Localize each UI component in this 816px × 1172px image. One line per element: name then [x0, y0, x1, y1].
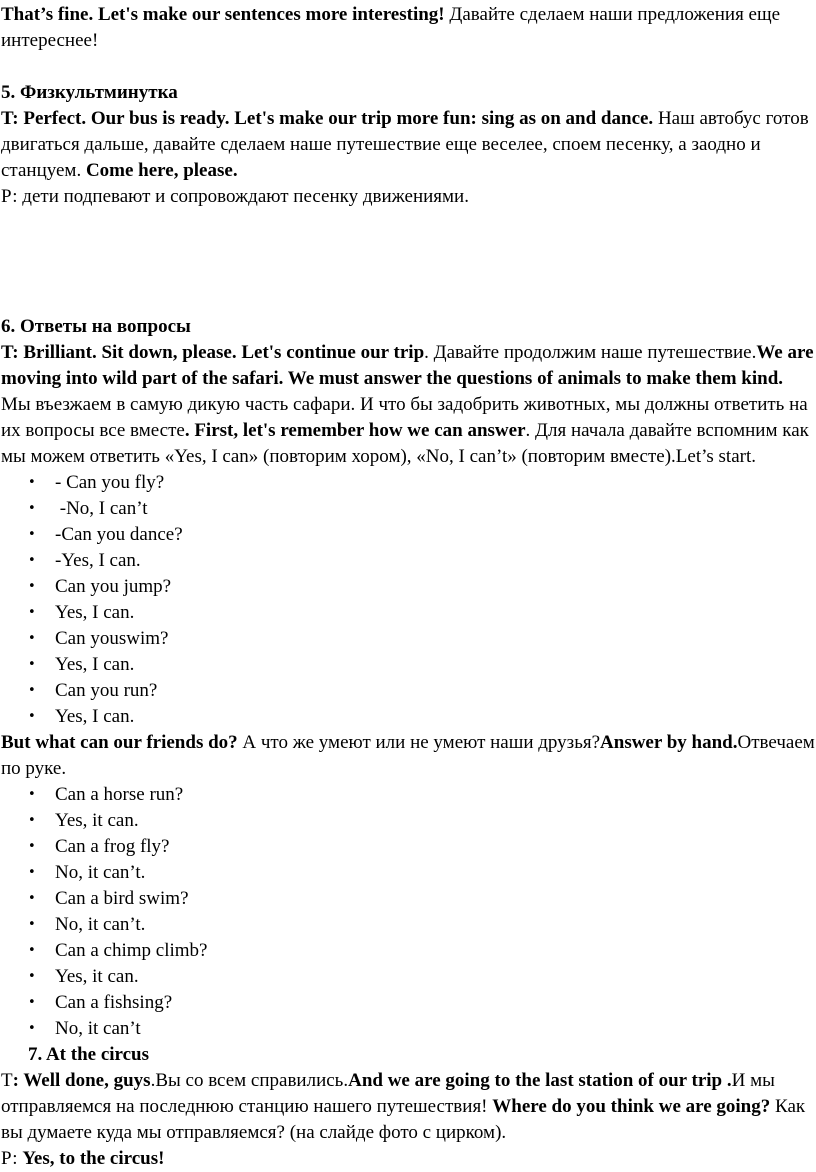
bullet-icon: • — [28, 813, 36, 828]
list-item-text: Can you jump? — [55, 576, 172, 597]
intro-russian: Давайте сделаем наши предложения еще интереснее! — [1, 4, 781, 51]
list-item — [1, 626, 816, 652]
list-item-text: Yes, I can. — [55, 654, 135, 675]
bullet-icon: • — [28, 1021, 36, 1036]
section6-teacher-paragraph — [1, 340, 816, 470]
section6-ru1: . Давайте продолжим наше путешествие. — [424, 342, 757, 363]
section7-teacher-paragraph — [1, 1068, 816, 1146]
bullet-icon: • — [28, 475, 36, 490]
bullet-icon: • — [28, 631, 36, 646]
list-item — [1, 860, 816, 886]
section5-title — [1, 80, 816, 106]
list-item-text: No, it can’t — [55, 1018, 141, 1039]
section6-bold3: . First, let's remember how we can answer — [184, 420, 526, 441]
list-item-text: Yes, I can. — [55, 706, 135, 727]
bullet-icon: • — [28, 891, 36, 906]
list-item — [1, 886, 816, 912]
section7-prefix: T — [1, 1070, 13, 1091]
list-item-text: Yes, it can. — [55, 966, 139, 987]
section7-ru3: Как вы думаете куда мы отправляемся? (на слайде фото с цирком). — [1, 1096, 806, 1143]
bullet-icon: • — [28, 917, 36, 932]
friends-paragraph — [1, 730, 816, 782]
bullet-icon: • — [28, 969, 36, 984]
section5-teacher-russian: Наш автобус готов двигаться дальше, давайте сделаем наше путешествие еще веселее, споем песенку, а заодно и станцуем. — [1, 108, 809, 181]
list-item — [1, 522, 816, 548]
list-item-text: Can youswim? — [55, 628, 169, 649]
bullet-icon: • — [28, 553, 36, 568]
list-item — [1, 938, 816, 964]
section6-title-text: 6. Ответы на вопросы — [1, 316, 191, 337]
friends-bold: But what can our friends do? — [1, 732, 238, 753]
list-item — [1, 548, 816, 574]
section5-title-text: 5. Физкультминутка — [1, 82, 178, 103]
list-item — [1, 496, 816, 522]
bullet-icon: • — [28, 657, 36, 672]
list-item — [1, 782, 816, 808]
section6-title — [1, 314, 816, 340]
list-item — [1, 1016, 816, 1042]
section7-ru1: .Вы со всем справились. — [150, 1070, 349, 1091]
pupils-answer: Yes, to the circus! — [22, 1148, 165, 1169]
list-item-text: Can a bird swim? — [55, 888, 189, 909]
bullet-icon: • — [28, 995, 36, 1010]
list-item — [1, 600, 816, 626]
bullet-icon: • — [28, 579, 36, 594]
list-item — [1, 964, 816, 990]
section5-pupils: Р: дети подпевают и сопровождают песенку движениями. — [1, 186, 469, 207]
bullet-icon: • — [28, 865, 36, 880]
list-item-text: Can a fishsing? — [55, 992, 173, 1013]
bullet-icon: • — [28, 605, 36, 620]
section6-bold2: We are moving into wild part of the safari. We must answer the questions of animals to make them kind. — [1, 342, 814, 389]
list-item — [1, 652, 816, 678]
section6-ru2: Мы въезжаем в самую дикую часть сафари. И что бы задобрить животных, мы должны ответить на их вопросы все вместе — [1, 394, 808, 441]
list-item-text: No, it can’t. — [55, 914, 146, 935]
section5-teacher-paragraph — [1, 106, 816, 184]
list-item — [1, 834, 816, 860]
list-item-text: Yes, I can. — [55, 602, 135, 623]
list-item-text: Can a horse run? — [55, 784, 184, 805]
intro-paragraph — [1, 2, 816, 54]
section7-title-text: 7. At the circus — [28, 1044, 150, 1065]
bullet-icon: • — [28, 839, 36, 854]
list-item-text: No, it can’t. — [55, 862, 146, 883]
bullet-icon: • — [28, 501, 36, 516]
list-item-text: Can a chimp climb? — [55, 940, 208, 961]
questions-list-1 — [1, 470, 816, 730]
list-item-text: -No, I can’t — [55, 498, 148, 519]
section5-teacher-bold: T: Perfect. Our bus is ready. Let's make our trip more fun: sing as on and dance. — [1, 108, 654, 129]
intro-bold: That’s fine. Let's make our sentences more interesting! — [1, 4, 445, 25]
spacer — [1, 54, 816, 80]
section7-pupils — [1, 1146, 816, 1172]
list-item-text: Yes, it can. — [55, 810, 139, 831]
list-item-text: -Yes, I can. — [55, 550, 141, 571]
bullet-icon: • — [28, 527, 36, 542]
list-item — [1, 470, 816, 496]
list-item — [1, 990, 816, 1016]
section5-teacher-bold2: Come here, please. — [85, 160, 238, 181]
answer-bold: Answer by hand. — [600, 732, 738, 753]
list-item-text: -Can you dance? — [55, 524, 183, 545]
list-item-text: Can you run? — [55, 680, 158, 701]
friends-russian: А что же умеют или не умеют наши друзья? — [237, 732, 601, 753]
bullet-icon: • — [28, 709, 36, 724]
answer-russian: Отвечаем по руке. — [1, 732, 815, 779]
list-item-text: Can a frog fly? — [55, 836, 170, 857]
section7-bold1: : Well done, guys — [12, 1070, 151, 1091]
bullet-icon: • — [28, 787, 36, 802]
section7-bold3: Where do you think we are going? — [492, 1096, 771, 1117]
list-item — [1, 808, 816, 834]
section7-bold2: And we are going to the last station of our trip . — [348, 1070, 732, 1091]
bullet-icon: • — [28, 943, 36, 958]
section6-bold1: T: Brilliant. Sit down, please. Let's continue our trip — [1, 342, 425, 363]
list-item — [1, 912, 816, 938]
questions-list-2 — [1, 782, 816, 1042]
section7-title — [1, 1042, 816, 1068]
list-item — [1, 574, 816, 600]
list-item-text: - Can you fly? — [55, 472, 165, 493]
list-item — [1, 678, 816, 704]
pupils-prefix: Р: — [1, 1148, 23, 1169]
bullet-icon: • — [28, 683, 36, 698]
list-item — [1, 704, 816, 730]
spacer — [1, 210, 816, 314]
section7-ru2: И мы отправляемся на последнюю станцию нашего путешествия! — [1, 1070, 775, 1117]
section6-ru3: . Для начала давайте вспомним как мы можем ответить «Yes, I can» (повторим хором), «No, I can’t» (повторим вместе).Let’s start. — [1, 420, 809, 467]
document-page — [0, 2, 816, 1172]
